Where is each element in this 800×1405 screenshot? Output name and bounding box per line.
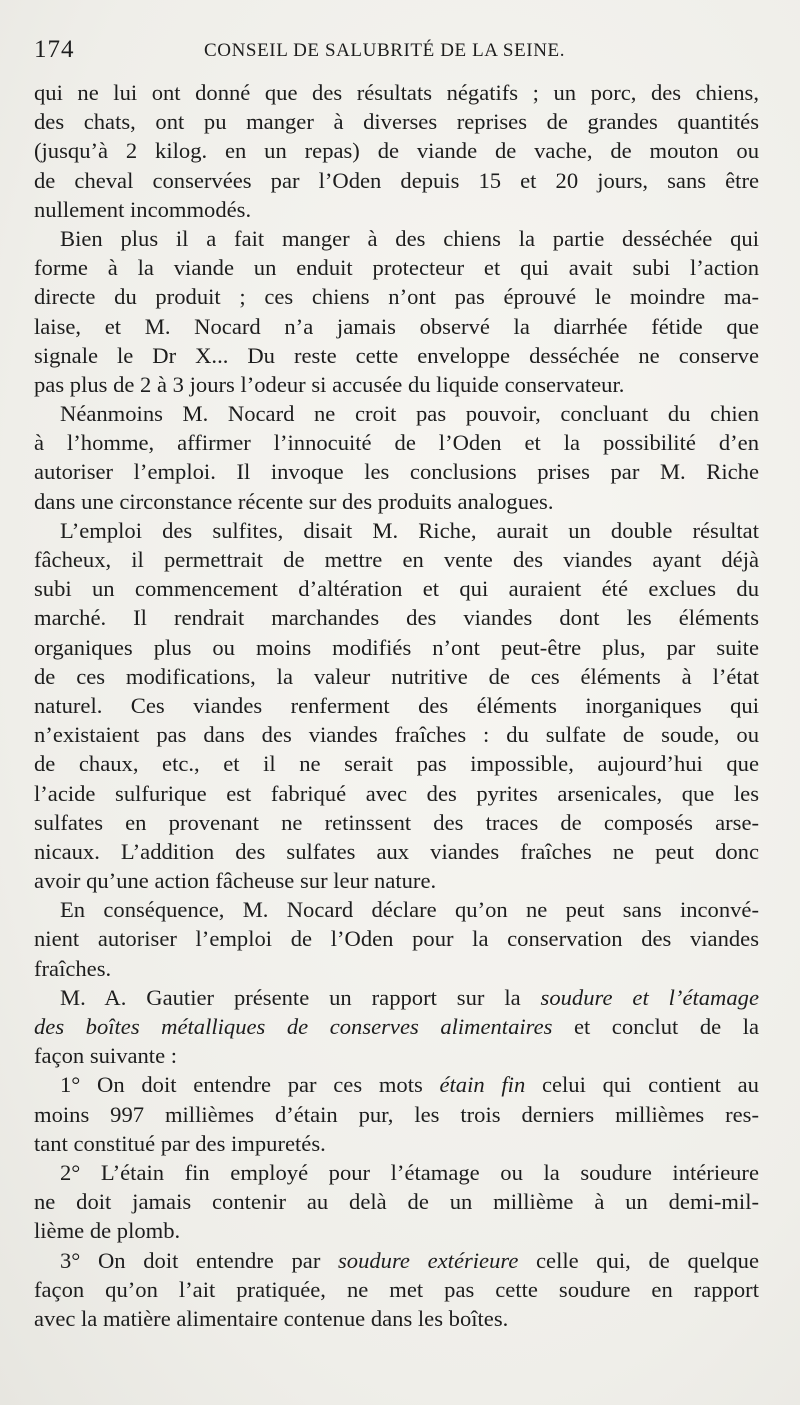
text-run: 1° On doit entendre par ces mots — [60, 1072, 440, 1098]
text-run: 3° On doit entendre par — [60, 1247, 338, 1273]
text-line: directe du produit ; ces chiens n’ont pas éprouvé le moindre ma- — [34, 284, 759, 310]
text-line: autoriser l’emploi. Il invoque les conclusions prises par M. Riche — [34, 459, 759, 485]
text-line: lième de plomb. — [34, 1218, 181, 1244]
text-line: subi un commencement d’altération et qui auraient été exclues du — [34, 576, 759, 602]
text-run: et conclut de la — [552, 1014, 759, 1039]
text-line: forme à la viande un enduit protecteur et qui avait subi l’action — [34, 255, 759, 281]
italic-run: étain fin — [439, 1072, 526, 1098]
text-line: nient autoriser l’emploi de l’Oden pour la conservation des viandes — [34, 926, 759, 952]
page-number: 174 — [34, 36, 75, 63]
text-line: Néanmoins M. Nocard ne croit pas pouvoir, concluant du chien — [60, 401, 759, 427]
running-title: CONSEIL DE SALUBRITÉ DE LA SEINE. — [204, 40, 566, 61]
text-line: sulfates en provenant ne retinssent des traces de composés arse- — [34, 809, 759, 835]
italic-run: soudure et l’étamage — [540, 984, 759, 1010]
text-line: (jusqu’à 2 kilog. en un repas) de viande de vache, de mouton ou — [34, 138, 759, 164]
text-line: signale le Dr X... Du reste cette enveloppe desséchée ne conserve — [34, 342, 759, 368]
text-line: pas plus de 2 à 3 jours l’odeur si accusée du liquide conservateur. — [34, 371, 625, 397]
text-line: nicaux. L’addition des sulfates aux viandes fraîches ne peut donc — [34, 838, 759, 864]
text-line: l’acide sulfurique est fabriqué avec des pyrites arsenicales, que les — [34, 780, 759, 806]
text-line: marché. Il rendrait marchandes des viandes dont les éléments — [34, 605, 759, 631]
text-line: organiques plus ou moins modifiés n’ont peut-être plus, par suite — [34, 634, 759, 660]
text-line: qui ne lui ont donné que des résultats négatifs ; un porc, des chiens, — [34, 80, 759, 105]
text-run: celui qui contient au — [525, 1072, 759, 1098]
text-line: à l’homme, affirmer l’innocuité de l’Oden et la possibilité d’en — [34, 430, 759, 456]
text-line: fâcheux, il permettrait de mettre en vente des viandes ayant déjà — [34, 547, 759, 572]
text-line — [34, 1012, 759, 1041]
text-line — [34, 1070, 759, 1099]
text-line — [34, 1246, 759, 1275]
text-line: moins 997 millièmes d’étain pur, les trois derniers millièmes res- — [34, 1101, 759, 1127]
text-line: ne doit jamais contenir au delà de un millième à un demi-mil- — [34, 1189, 759, 1215]
text-line: façon suivante : — [34, 1043, 178, 1069]
text-line: laise, et M. Nocard n’a jamais observé la diarrhée fétide que — [34, 313, 759, 339]
text-line: nullement incommodés. — [34, 196, 252, 222]
body-text — [34, 78, 759, 1333]
text-run: celle qui, de quelque — [518, 1247, 759, 1273]
text-line: fraîches. — [34, 955, 112, 981]
text-line: des chats, ont pu manger à diverses reprises de grandes quantités — [34, 109, 759, 135]
text-line — [34, 983, 759, 1012]
text-line: avoir qu’une action fâcheuse sur leur nature. — [34, 868, 437, 894]
text-line: façon qu’on l’ait pratiquée, ne met pas cette soudure en rapport — [34, 1276, 759, 1302]
text-run: M. A. Gautier présente un rapport sur la — [60, 984, 541, 1010]
text-line: de ces modifications, la valeur nutritive de ces éléments à l’état — [34, 663, 759, 689]
italic-run: des boîtes métalliques de conserves alimentaires — [34, 1014, 553, 1039]
text-line: avec la matière alimentaire contenue dans les boîtes. — [34, 1305, 509, 1331]
text-line: En conséquence, M. Nocard déclare qu’on ne peut sans inconvé- — [60, 897, 759, 923]
text-line: dans une circonstance récente sur des produits analogues. — [34, 488, 554, 514]
text-line: L’emploi des sulfites, disait M. Riche, aurait un double résultat — [60, 517, 759, 543]
text-line: de chaux, etc., et il ne serait pas impossible, aujourd’hui que — [34, 751, 759, 777]
text-line: n’existaient pas dans des viandes fraîches : du sulfate de soude, ou — [34, 722, 759, 748]
text-line: tant constitué par des impuretés. — [34, 1130, 326, 1156]
text-line: 2° L’étain fin employé pour l’étamage ou la soudure intérieure — [60, 1159, 759, 1185]
italic-run: soudure extérieure — [338, 1247, 519, 1273]
page-header — [34, 34, 774, 66]
text-line: naturel. Ces viandes renferment des éléments inorganiques qui — [34, 692, 759, 718]
text-line: de cheval conservées par l’Oden depuis 15 et 20 jours, sans être — [34, 167, 759, 193]
text-line: Bien plus il a fait manger à des chiens la partie desséchée qui — [60, 225, 759, 251]
